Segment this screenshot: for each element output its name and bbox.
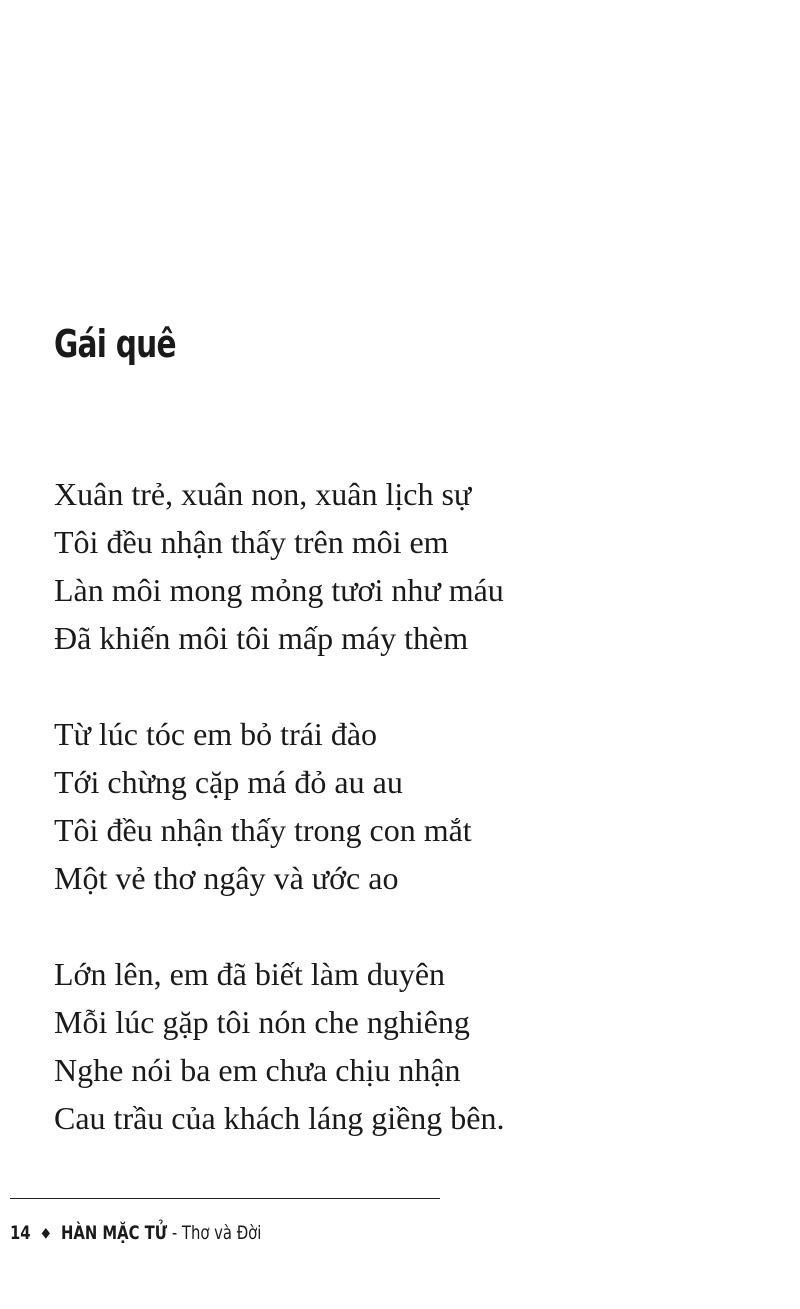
poem-line: Cau trầu của khách láng giềng bên. — [54, 1100, 505, 1136]
poem-line: Tới chừng cặp má đỏ au au — [54, 764, 403, 800]
stanza — [54, 950, 505, 1142]
poem-line: Tôi đều nhận thấy trên môi em — [54, 524, 449, 560]
poem-body — [54, 470, 505, 1190]
poem-line: Đã khiến môi tôi mấp máy thèm — [54, 620, 469, 656]
poem-line: Từ lúc tóc em bỏ trái đào — [54, 716, 378, 752]
poem-line: Làn môi mong mỏng tươi như máu — [54, 572, 504, 608]
page-footer — [10, 1222, 261, 1244]
stanza — [54, 710, 505, 902]
poem-line: Lớn lên, em đã biết làm duyên — [54, 956, 446, 992]
diamond-icon: ◆ — [41, 1225, 50, 1241]
page-number: 14 — [10, 1222, 31, 1244]
poem-line: Mỗi lúc gặp tôi nón che nghiêng — [54, 1004, 470, 1040]
poem-title: Gái quê — [54, 322, 176, 366]
poem-line: Tôi đều nhận thấy trong con mắt — [54, 812, 472, 848]
footer-book-title: Thơ và Đời — [181, 1222, 262, 1244]
footer-divider — [10, 1198, 440, 1199]
stanza — [54, 470, 505, 662]
footer-dash: - — [167, 1222, 182, 1244]
poem-line: Xuân trẻ, xuân non, xuân lịch sự — [54, 476, 472, 512]
poem-line: Một vẻ thơ ngây và ước ao — [54, 860, 399, 896]
poem-line: Nghe nói ba em chưa chịu nhận — [54, 1052, 461, 1088]
footer-author: HÀN MẶC TỬ — [60, 1222, 168, 1244]
